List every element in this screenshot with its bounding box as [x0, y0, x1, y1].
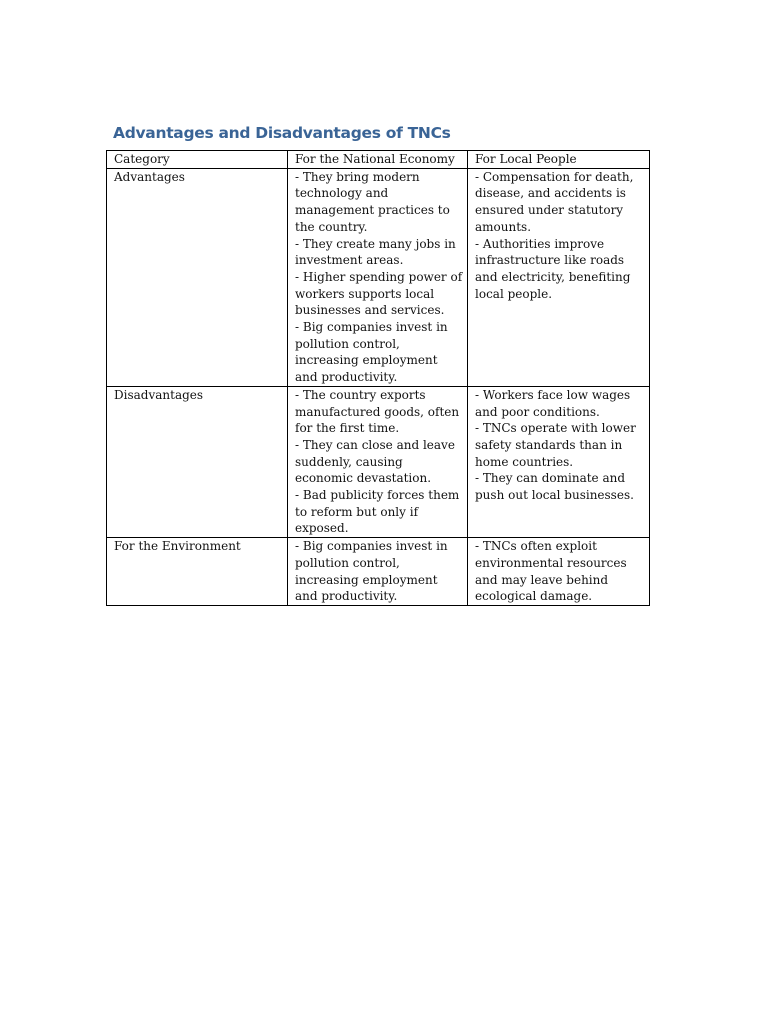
bullet-point: - Big companies invest in pollution control, increasing employment and productivity.	[295, 320, 448, 385]
header-local-people: For Local People	[468, 151, 650, 169]
bullet-point: - Authorities improve infrastructure like roads and electricity, benefiting local people.	[475, 236, 631, 301]
bullet-point: - They bring modern technology and management practices to the country.	[295, 169, 450, 234]
header-category: Category	[107, 151, 288, 169]
table-row	[107, 386, 650, 537]
bullet-point: - They can close and leave suddenly, causing economic devastation.	[295, 437, 455, 486]
bullet-point: - TNCs operate with lower safety standards than in home countries.	[475, 421, 636, 469]
table-row	[107, 168, 650, 386]
row-category: For the Environment	[107, 538, 288, 606]
row-category: Disadvantages	[107, 386, 288, 537]
bullet-point: - Workers face low wages and poor conditions.	[475, 387, 631, 419]
national-economy-cell	[288, 168, 468, 386]
local-people-cell	[468, 168, 650, 386]
bullet-point: - They create many jobs in investment areas.	[295, 236, 456, 268]
table-header-row	[107, 151, 650, 169]
national-economy-cell	[288, 538, 468, 606]
bullet-point: - The country exports manufactured goods, often for the first time.	[295, 387, 460, 436]
local-people-cell	[468, 386, 650, 537]
bullet-point: - Big companies invest in pollution control, increasing employment and productivity.	[295, 539, 448, 604]
national-economy-cell	[288, 386, 468, 537]
bullet-point: - They can dominate and push out local businesses.	[475, 471, 634, 503]
bullet-point: - Compensation for death, disease, and accidents is ensured under statutory amounts.	[475, 169, 634, 234]
tnc-table	[106, 150, 650, 606]
table-row	[107, 538, 650, 606]
document-title: Advantages and Disadvantages of TNCs	[113, 124, 451, 142]
header-national-economy: For the National Economy	[288, 151, 468, 169]
bullet-point: - Higher spending power of workers supports local businesses and services.	[295, 269, 463, 318]
bullet-point: - Bad publicity forces them to reform but only if exposed.	[295, 488, 460, 536]
bullet-point: - TNCs often exploit environmental resources and may leave behind ecological damage.	[475, 539, 627, 604]
row-category: Advantages	[107, 168, 288, 386]
local-people-cell	[468, 538, 650, 606]
